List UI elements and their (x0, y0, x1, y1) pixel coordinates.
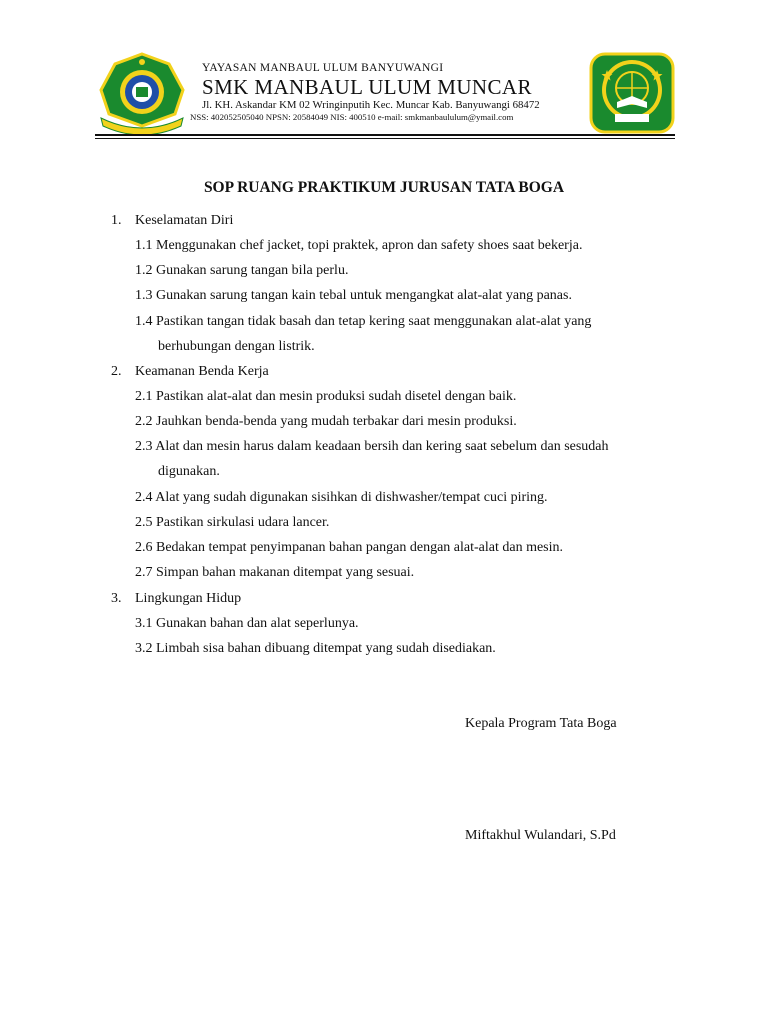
letterhead (95, 50, 675, 138)
section-number: 2. (111, 364, 122, 379)
letterhead-rule-thin (95, 138, 675, 139)
section-heading: Keamanan Benda Kerja (135, 364, 269, 379)
letterhead-rule-thick (95, 134, 675, 136)
list-item: 1.1 Menggunakan chef jacket, topi praktek, apron dan safety shoes saat bekerja. (135, 238, 583, 253)
list-item: 2.2 Jauhkan benda-benda yang mudah terbakar dari mesin produksi. (135, 414, 517, 429)
signature-position: Kepala Program Tata Boga (465, 716, 617, 731)
list-item: 2.6 Bedakan tempat penyimpanan bahan pangan dengan alat-alat dan mesin. (135, 540, 564, 555)
list-item: 2.7 Simpan bahan makanan ditempat yang sesuai. (135, 565, 415, 580)
list-item: 1.4 Pastikan tangan tidak basah dan tetap kering saat menggunakan alat-alat yang (135, 314, 592, 329)
list-item-continuation: berhubungan dengan listrik. (158, 339, 315, 354)
section-number: 3. (111, 591, 122, 606)
signature-name: Miftakhul Wulandari, S.Pd (465, 828, 616, 843)
list-item: 1.2 Gunakan sarung tangan bila perlu. (135, 263, 349, 278)
section-heading: Keselamatan Diri (135, 213, 234, 228)
section-number: 1. (111, 213, 122, 228)
list-item: 2.3 Alat dan mesin harus dalam keadaan bersih dan kering saat sebelum dan sesudah (135, 439, 609, 454)
list-item: 2.1 Pastikan alat-alat dan mesin produksi sudah disetel dengan baik. (135, 389, 517, 404)
list-item: 1.3 Gunakan sarung tangan kain tebal untuk mengangkat alat-alat yang panas. (135, 288, 572, 303)
school-logo-left (95, 52, 189, 136)
list-item: 2.5 Pastikan sirkulasi udara lancer. (135, 515, 330, 530)
list-item: 3.2 Limbah sisa bahan dibuang ditempat yang sudah disediakan. (135, 641, 496, 656)
letterhead-school-name: SMK MANBAUL ULUM MUNCAR (202, 75, 532, 99)
section-heading: Lingkungan Hidup (135, 591, 242, 606)
list-item: 3.1 Gunakan bahan dan alat seperlunya. (135, 616, 359, 631)
list-item-continuation: digunakan. (158, 464, 220, 479)
list-item: 2.4 Alat yang sudah digunakan sisihkan di dishwasher/tempat cuci piring. (135, 490, 548, 505)
letterhead-ids: NSS: 402052505040 NPSN: 20584049 NIS: 400510 e-mail: smkmanbaululum@ymail.com (190, 112, 514, 122)
letterhead-address: Jl. KH. Askandar KM 02 Wringinputih Kec. Muncar Kab. Banyuwangi 68472 (202, 99, 540, 111)
letterhead-foundation: YAYASAN MANBAUL ULUM BANYUWANGI (202, 62, 444, 74)
document-title: SOP RUANG PRAKTIKUM JURUSAN TATA BOGA (203, 179, 565, 196)
school-logo-right (587, 50, 677, 136)
